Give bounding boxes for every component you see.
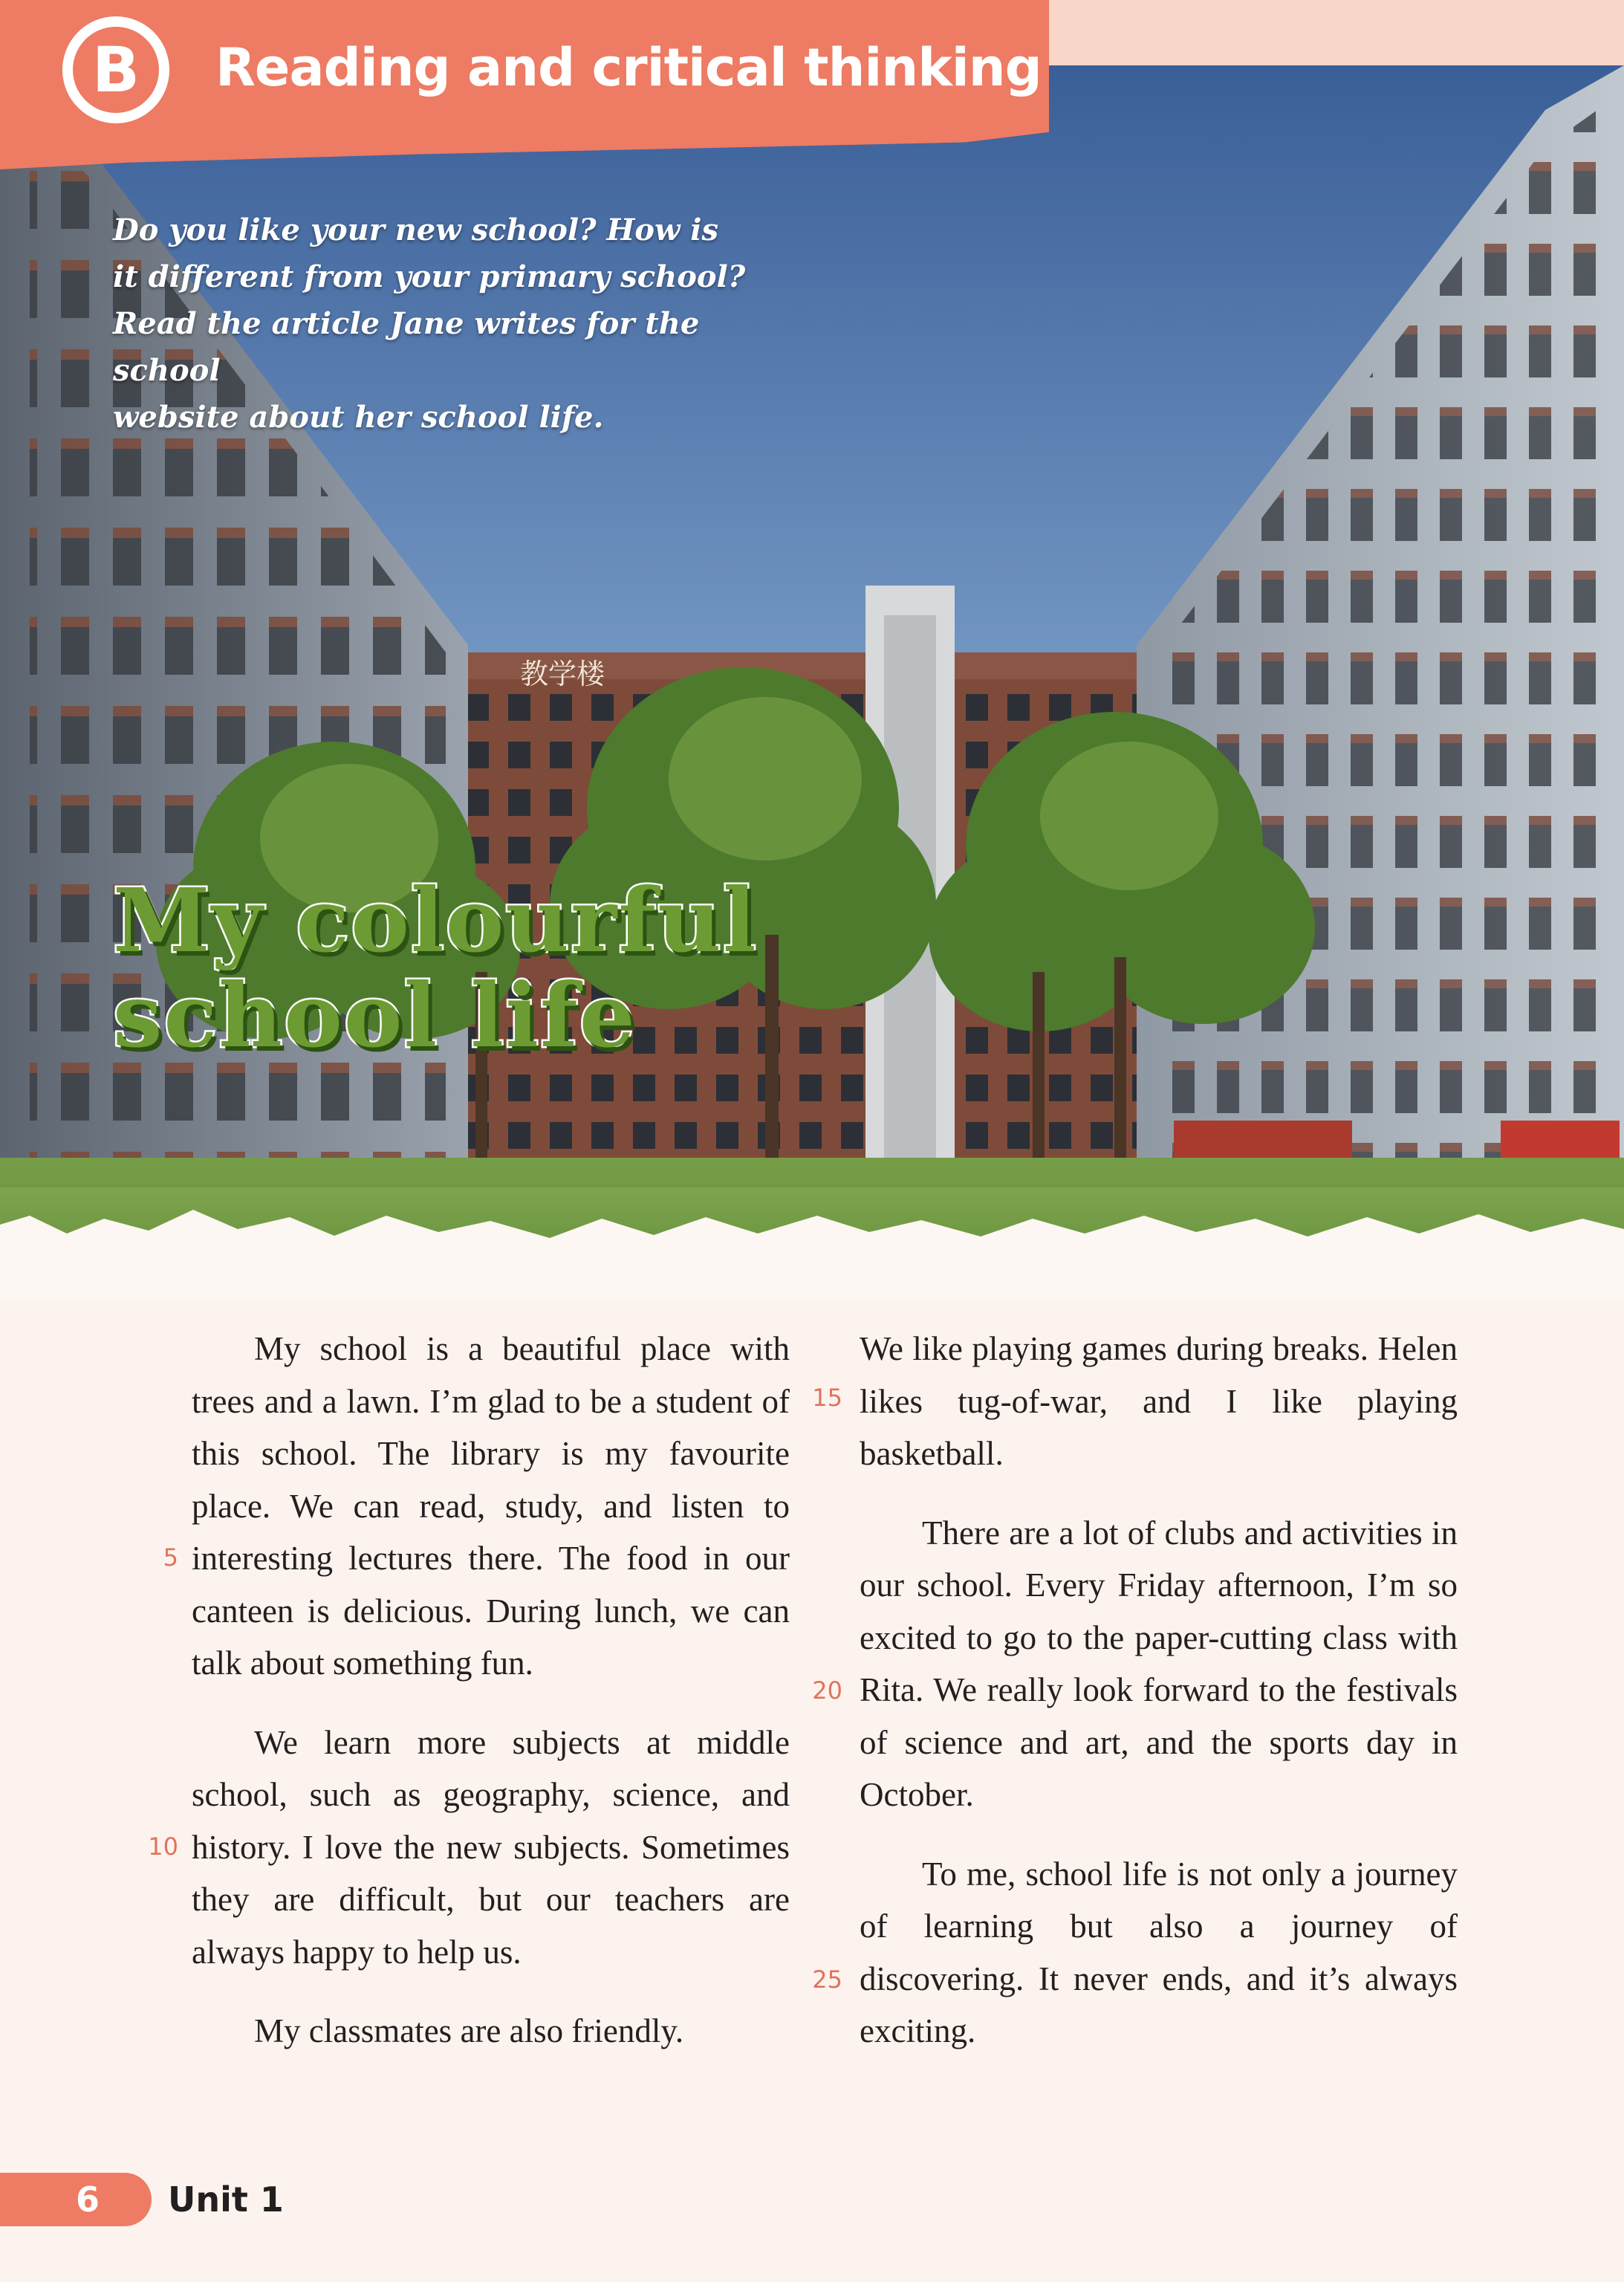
line-number: 25: [812, 1965, 842, 1994]
line-number: 5: [163, 1543, 178, 1572]
article-paragraph: My school is a beautiful place with trees and a lawn. I’m glad to be a student of this school. The library is my favourite place. We can read, study, and listen to interesting lectures there. The food in our canteen is delicious. During lunch, we can talk about something fun.: [192, 1330, 790, 1682]
article-paragraph: We learn more subjects at middle school, such as geography, science, and history. I love the new subjects. Sometimes they are difficult, but our teachers are always happy to help us.: [192, 1723, 790, 1971]
article-title: [113, 869, 856, 1067]
section-letter: B: [73, 27, 159, 113]
top-decor-strip: [1048, 0, 1624, 65]
line-number: 10: [148, 1832, 178, 1861]
intro-line: website about her school life.: [113, 400, 604, 435]
article-left-column: [192, 1323, 790, 2084]
article-title-line-2: school life: [113, 964, 637, 1067]
intro-text: [113, 207, 782, 441]
section-title: Reading and critical thinking: [215, 37, 1042, 98]
page-number: 6: [76, 2179, 100, 2220]
line-number: 20: [812, 1676, 842, 1705]
article-paragraph: To me, school life is not only a journey of learning but also a journey of discovering. It never ends, and it’s always exciting.: [860, 1855, 1458, 2049]
unit-label: Unit 1: [168, 2179, 284, 2220]
intro-line: Read the article Jane writes for the school: [113, 306, 700, 388]
article-paragraph: There are a lot of clubs and activities in our school. Every Friday afternoon, I’m so excited to go to the paper-cutting class with Rita. We really look forward to the festivals of science and art, and the sports day in October.: [860, 1514, 1458, 1813]
article-paragraph: We like playing games during breaks. Helen likes tug-of-war, and I like playing basketball.: [860, 1330, 1458, 1472]
article-title-line-1: My colourful: [113, 869, 758, 972]
building-sign: 教学楼: [520, 658, 605, 690]
intro-line: Do you like your new school? How is: [113, 213, 719, 247]
article-right-column: [860, 1323, 1458, 2084]
section-badge: [62, 16, 169, 123]
article-paragraph: My classmates are also friendly.: [254, 2012, 684, 2049]
line-number: 15: [812, 1384, 842, 1412]
intro-line: it different from your primary school?: [113, 259, 746, 294]
page-number-tab: [0, 2173, 152, 2226]
